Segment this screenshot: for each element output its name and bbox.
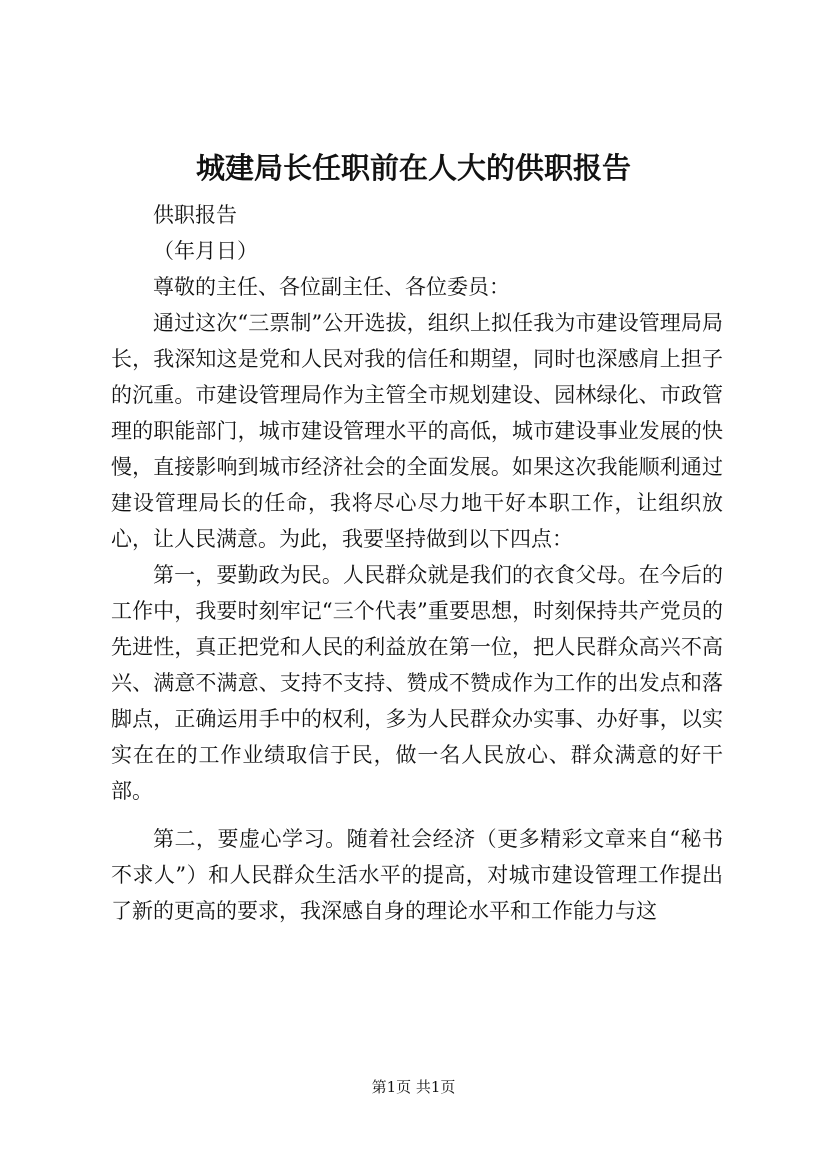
document-title: 城建局长任职前在人大的供职报告 — [195, 151, 631, 185]
paragraph-introduction: 通过这次“三票制”公开选拔，组织上拟任我为市建设管理局局长，我深知这是党和人民对我的信任和期望，同时也深感肩上担子的沉重。市建设管理局作为主管全市规划建设、园林绿化、市政管理的职能部门，城市建设管理水平的高低，城市建设事业发展的快慢，直接影响到城市经济社会的全面发展。如果这次我能顺利通过建设管理局长的任命，我将尽心尽力地干好本职工作，让组织放心，让人民满意。为此，我要坚持做到以下四点： — [111, 311, 723, 551]
paragraph-date: （年月日） — [153, 239, 258, 263]
paragraph-point-one: 第一，要勤政为民。人民群众就是我们的衣食父母。在今后的工作中，我要时刻牢记“三个代表”重要思想，时刻保持共产党员的先进性，真正把党和人民的利益放在第一位，把人民群众高兴不高兴、满意不满意、支持不支持、赞成不赞成作为工作的出发点和落脚点，正确运用手中的权利，多为人民群众办实事、办好事，以实实在在的工作业绩取信于民，做一名人民放心、群众满意的好干部。 — [111, 563, 723, 803]
paragraph-point-two: 第二，要虚心学习。随着社会经济（更多精彩文章来自“秘书不求人”）和人民群众生活水平的提高，对城市建设管理工作提出了新的更高的要求，我深感自身的理论水平和工作能力与这 — [111, 827, 723, 923]
paragraph-report-heading: 供职报告 — [153, 203, 237, 227]
paragraph-salutation: 尊敬的主任、各位副主任、各位委员： — [153, 275, 510, 299]
document-body — [111, 197, 723, 929]
page-footer: 第1页 共1页 — [371, 1078, 456, 1096]
